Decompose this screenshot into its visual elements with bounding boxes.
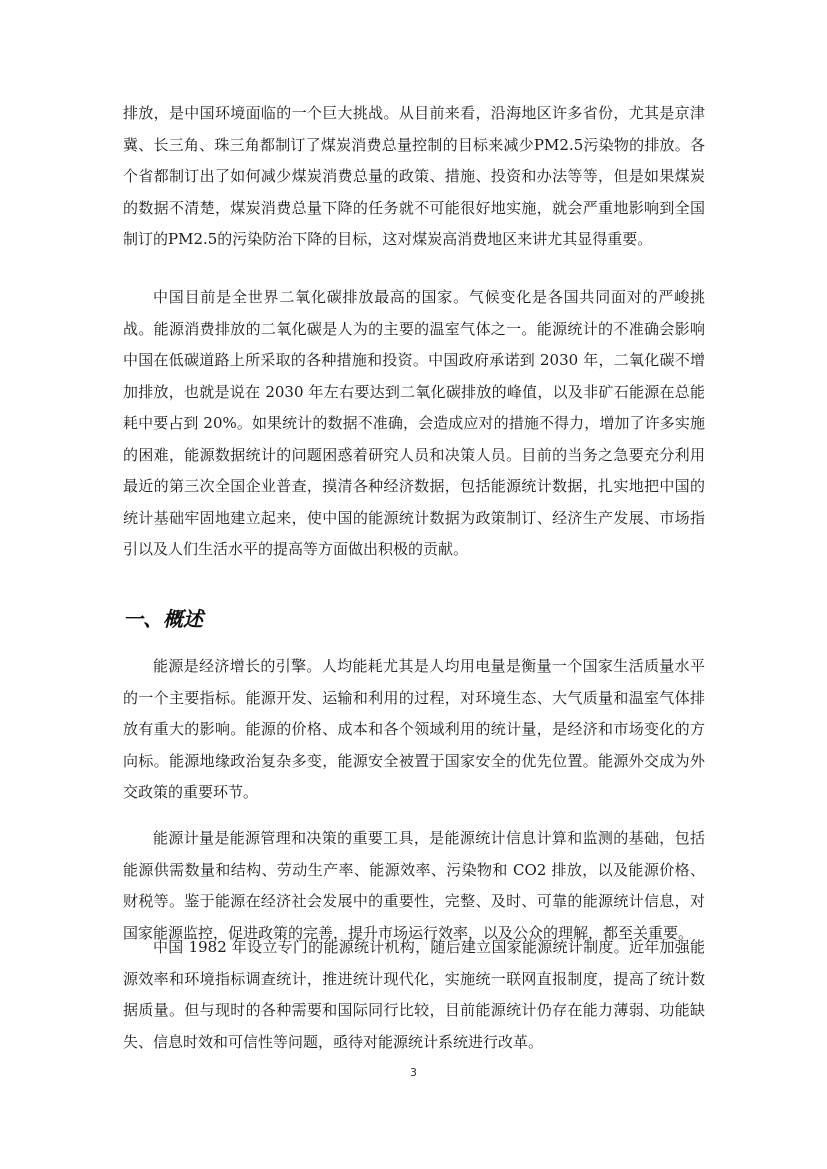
paragraph-coal-pollution: 排放，是中国环境面临的一个巨大挑战。从目前来看，沿海地区许多省份，尤其是京津冀、长三角、珠三角都制订了煤炭消费总量控制的目标来减少PM2.5污染物的排放。各个省都制订出了如何减少煤炭消费总量的政策、措施、投资和办法等等，但是如果煤炭的数据不清楚，煤炭消费总量下降的任务就不可能很好地实施，就会严重地影响到全国制订的PM2.5的污染防治下降的目标，这对煤炭高消费地区来讲尤其显得重要。: [123, 104, 705, 248]
page-number: 3: [410, 1066, 417, 1079]
paragraph-energy-metering: 能源计量是能源管理和决策的重要工具，是能源统计信息计算和监测的基础，包括能源供需数量和结构、劳动生产率、能源效率、污染物和 CO2 排放，以及能源价格、财税等。鉴于能源在经济社会发展中的重要性，完整、及时、可靠的能源统计信息，对国家能源监控，促进政策的完善，提升市场运行效率，以及公众的理解，都至关重要。: [123, 829, 705, 942]
section-heading: 一、概述: [123, 607, 203, 631]
paragraph-energy-statistics-history: 中国 1982 年设立专门的能源统计机构，随后建立国家能源统计制度。近年加强能源效率和环境指标调查统计，推进统计现代化，实施统一联网直报制度，提高了统计数据质量。但与现时的各种需要和国际同行比较，目前能源统计仍存在能力薄弱、功能缺失、信息时效和可信性等问题，亟待对能源统计系统进行改革。: [123, 938, 705, 1051]
paragraph-co2-emissions: 中国目前是全世界二氧化碳排放最高的国家。气候变化是各国共同面对的严峻挑战。能源消费排放的二氧化碳是人为的主要的温室气体之一。能源统计的不准确会影响中国在低碳道路上所采取的各种措施和投资。中国政府承诺到 2030 年，二氧化碳不增加排放，也就是说在 2030 年左右要达到二氧化碳排放的峰值，以及非矿石能源在总能耗中要占到 20%。如果统计的数据不准确，会造成应对的措施不得力，增加了许多实施的困难，能源数据统计的问题困惑着研究人员和决策人员。目前的当务之急要充分利用最近的第三次全国企业普查，摸清各种经济数据，包括能源统计数据，扎实地把中国的统计基础牢固地建立起来，使中国的能源统计数据为政策制订、经济生产发展、市场指引以及人们生活水平的提高等方面做出积极的贡献。: [123, 288, 705, 558]
paragraph-energy-engine: 能源是经济增长的引擎。人均能耗尤其是人均用电量是衡量一个国家生活质量水平的一个主要指标。能源开发、运输和利用的过程，对环境生态、大气质量和温室气体排放有重大的影响。能源的价格、成本和各个领域利用的统计量，是经济和市场变化的方向标。能源地缘政治复杂多变，能源安全被置于国家安全的优先位置。能源外交成为外交政策的重要环节。: [123, 657, 705, 801]
